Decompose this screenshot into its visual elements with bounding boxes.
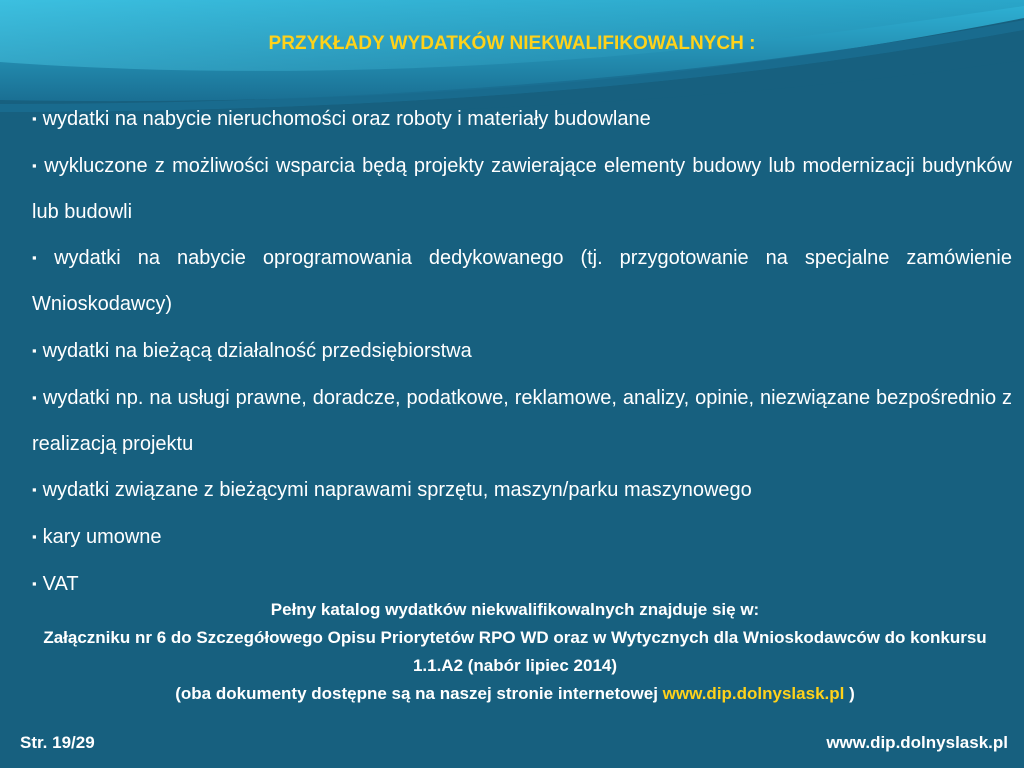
website-link[interactable]: www.dip.dolnyslask.pl (662, 684, 845, 703)
bullet-item: ▪ VAT (32, 572, 79, 595)
bullet-item: ▪ wydatki związane z bieżącymi naprawami sprzętu, maszyn/parku maszynowego (32, 479, 752, 502)
page-number: Str. 19/29 (20, 733, 95, 752)
square-bullet-icon: ▪ (32, 529, 37, 545)
square-bullet-icon: ▪ (32, 157, 39, 173)
bullet-item: ▪ kary umowne (32, 526, 162, 549)
bullet-item: ▪ wydatki np. na usługi prawne, doradcze, podatkowe, reklamowe, analizy, opinie, niezwiązane bezpośrednio z realizacją projektu (32, 386, 1012, 455)
footer-website: www.dip.dolnyslask.pl (826, 733, 1008, 752)
square-bullet-icon: ▪ (32, 575, 37, 591)
bullet-item: ▪ wydatki na nabycie nieruchomości oraz roboty i materiały budowlane (32, 108, 651, 130)
slide-title: PRZYKŁADY WYDATKÓW NIEKWALIFIKOWALNYCH : (268, 33, 756, 54)
square-bullet-icon: ▪ (32, 342, 37, 358)
bullet-item: ▪ wydatki na bieżącą działalność przedsiębiorstwa (32, 339, 472, 362)
square-bullet-icon: ▪ (32, 111, 37, 126)
square-bullet-icon: ▪ (32, 250, 49, 266)
bullet-list (32, 96, 1012, 608)
catalog-note-line2: Załączniku nr 6 do Szczegółowego Opisu Priorytetów RPO WD oraz w Wytycznych dla Wnioskodawców do konkursu 1.1.A2 (nabór lipiec 2014) (43, 628, 987, 675)
square-bullet-icon: ▪ (32, 389, 37, 405)
bullet-item: ▪ wykluczone z możliwości wsparcia będą projekty zawierające elementy budowy lub modernizacji budynków lub budowli (32, 154, 1012, 223)
catalog-note (20, 596, 1010, 708)
catalog-note-line3: (oba dokumenty dostępne są na naszej stronie internetowej www.dip.dolnyslask.pl ) (175, 684, 855, 703)
square-bullet-icon: ▪ (32, 482, 37, 498)
catalog-note-line1: Pełny katalog wydatków niekwalifikowalnych znajduje się w: (270, 600, 760, 619)
bullet-item: ▪ wydatki na nabycie oprogramowania dedykowanego (tj. przygotowanie na specjalne zamówienie Wnioskodawcy) (32, 247, 1012, 316)
